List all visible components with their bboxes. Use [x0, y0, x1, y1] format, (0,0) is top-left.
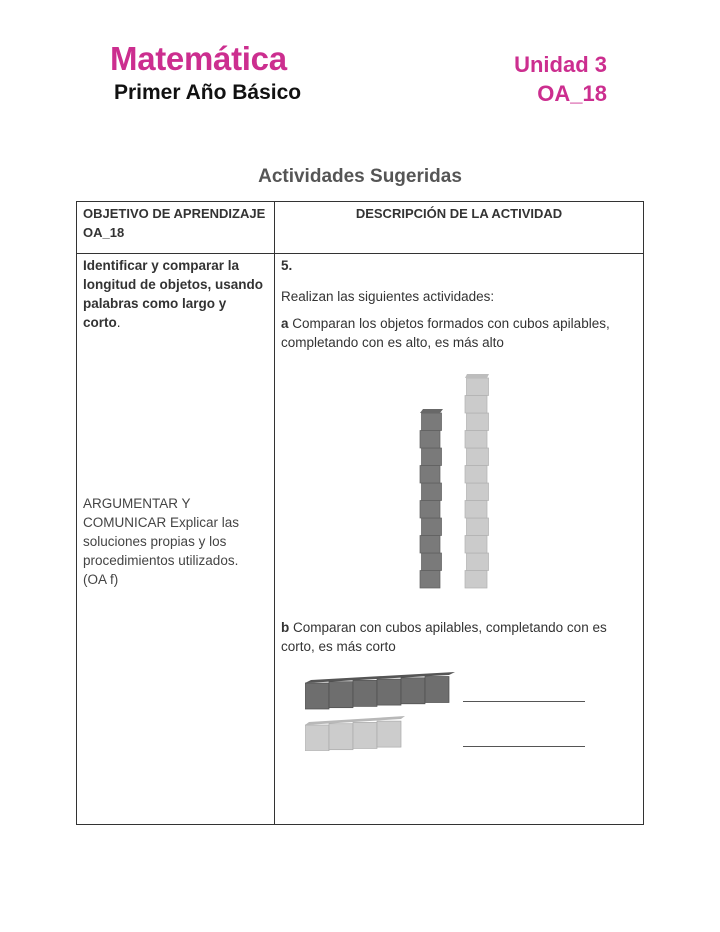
grade-subtitle: Primer Año Básico — [114, 81, 302, 104]
skill-text — [83, 494, 263, 589]
dark-bar — [305, 672, 455, 709]
dark-tower — [420, 409, 443, 588]
cube-bars-illustration — [305, 671, 465, 751]
skill-description: Explicar las soluciones propias y los procedimientos utilizados. (OA f) — [83, 515, 240, 587]
table-row — [77, 254, 644, 825]
header-objective: OBJETIVO DE APRENDIZAJE OA_18 — [77, 202, 275, 254]
header-description: DESCRIPCIÓN DE LA ACTIVIDAD — [275, 202, 644, 254]
section-title: Actividades Sugeridas — [258, 166, 462, 187]
description-cell — [275, 254, 644, 825]
activity-description — [281, 256, 641, 352]
activities-table — [76, 201, 644, 825]
unit-label: Unidad 3 — [514, 52, 607, 77]
objective-text: Identificar y comparar la longitud de objetos, usando palabras como largo y corto. — [83, 258, 263, 330]
answer-line-2[interactable] — [463, 746, 585, 747]
subject-title: Matemática — [110, 40, 287, 77]
activity-number: 5. — [281, 258, 293, 273]
table-header-row — [77, 202, 644, 254]
light-tower — [465, 374, 489, 588]
activity-intro: Realizan las siguientes actividades: — [281, 289, 495, 304]
cube-towers-illustration — [415, 370, 505, 590]
light-bar — [305, 716, 405, 751]
objective-code: OA_18 — [537, 81, 607, 106]
answer-line-1[interactable] — [463, 701, 585, 702]
objective-cell — [77, 254, 275, 825]
part-a: a Comparan los objetos formados con cubos apilables, completando con es alto, es más alto — [281, 316, 610, 350]
skill-name: ARGUMENTAR Y COMUNICAR — [83, 496, 191, 530]
part-b: b Comparan con cubos apilables, completando con es corto, es más corto — [281, 620, 607, 654]
